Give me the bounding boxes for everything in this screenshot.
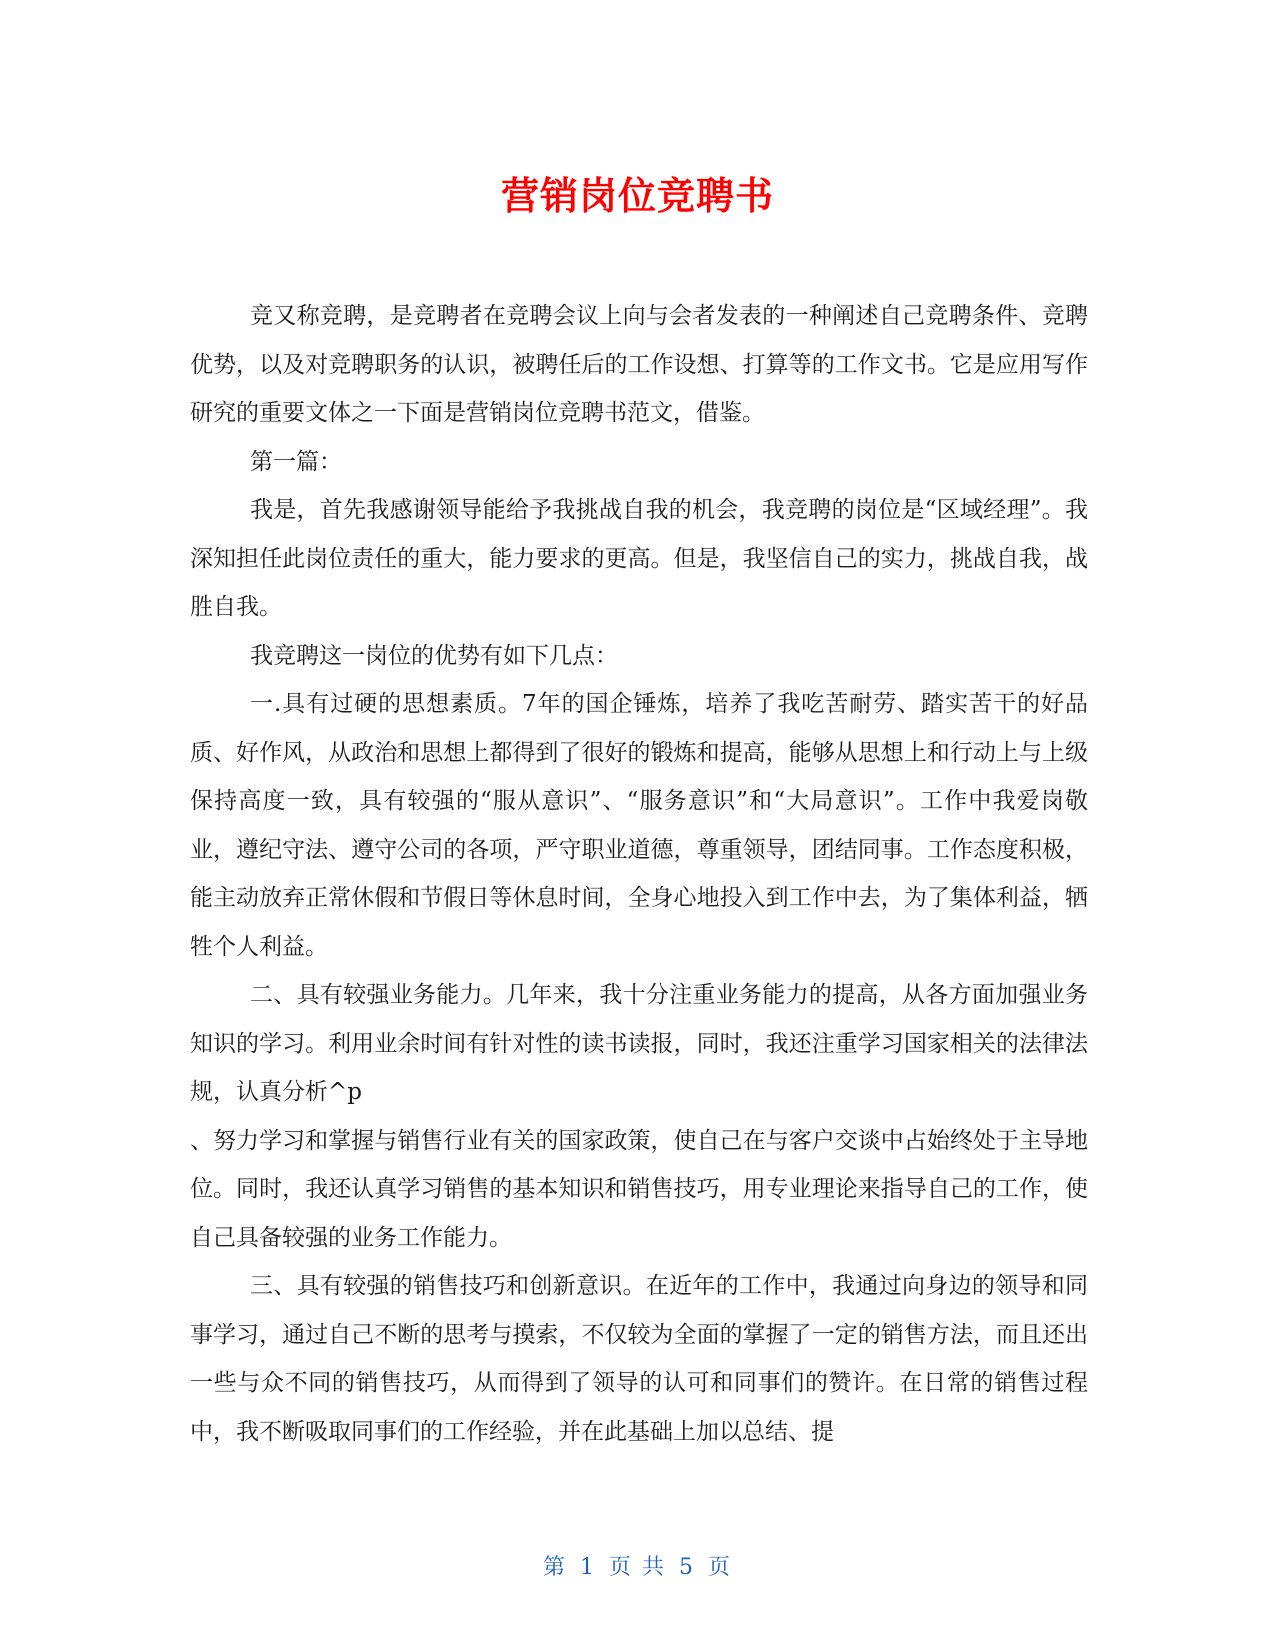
paragraph-point-one: 一.具有过硬的思想素质。7年的国企锤炼，培养了我吃苦耐劳、踏实苦干的好品质、好作风，从政治和思想上都得到了很好的锻炼和提高，能够从思想上和行动上与上级保持高度一致，具有较强的“服从意识”、“服务意识”和“大局意识”。工作中我爱岗敬业，遵纪守法、遵守公司的各项，严守职业道德，尊重领导，团结同事。工作态度积极，能主动放弃正常休假和节假日等休息时间，全身心地投入到工作中去，为了集体利益，牺牲个人利益。 [190,691,1088,960]
footer-prefix: 第 [542,1555,567,1580]
paragraph-opening: 我是，首先我感谢领导能给予我挑战自我的机会，我竞聘的岗位是“区域经理”。我深知担任此岗位责任的重大，能力要求的更高。但是，我坚信自己的实力，挑战自我，战胜自我。 [190,497,1088,620]
page-footer [0,1550,1275,1581]
footer-suffix: 页 [708,1555,733,1580]
footer-middle: 页 共 [609,1555,666,1580]
paragraph-section-heading: 第一篇： [250,448,342,475]
paragraph-point-three: 三、具有较强的销售技巧和创新意识。在近年的工作中，我通过向身边的领导和同事学习，通过自己不断的思考与摸索，不仅较为全面的掌握了一定的销售方法，而且还出一些与众不同的销售技巧，从而得到了领导的认可和同事们的赞许。在日常的销售过程中，我不断吸取同事们的工作经验，并在此基础上加以总结、提 [190,1273,1088,1445]
paragraph-intro: 竞又称竞聘，是竞聘者在竞聘会议上向与会者发表的一种阐述自己竞聘条件、竞聘优势，以及对竞聘职务的认识，被聘任后的工作设想、打算等的工作文书。它是应用写作研究的重要文体之一下面是营销岗位竞聘书范文，借鉴。 [190,303,1088,426]
paragraph-point-two: 二、具有较强业务能力。几年来，我十分注重业务能力的提高，从各方面加强业务知识的学习。利用业余时间有针对性的读书读报，同时，我还注重学习国家相关的法律法规，认真分析^p [190,982,1088,1105]
footer-page-number: 1 [580,1555,596,1580]
document-title: 营销岗位竞聘书 [500,174,774,218]
document-body [190,292,1088,1456]
paragraph-point-two-continued: 、努力学习和掌握与销售行业有关的国家政策，使自己在与客户交谈中占始终处于主导地位。同时，我还认真学习销售的基本知识和销售技巧，用专业理论来指导自己的工作，使自己具备较强的业务工作能力。 [190,1127,1088,1251]
footer-total-pages: 5 [679,1555,695,1580]
paragraph-advantages-intro: 我竞聘这一岗位的优势有如下几点： [250,642,618,669]
